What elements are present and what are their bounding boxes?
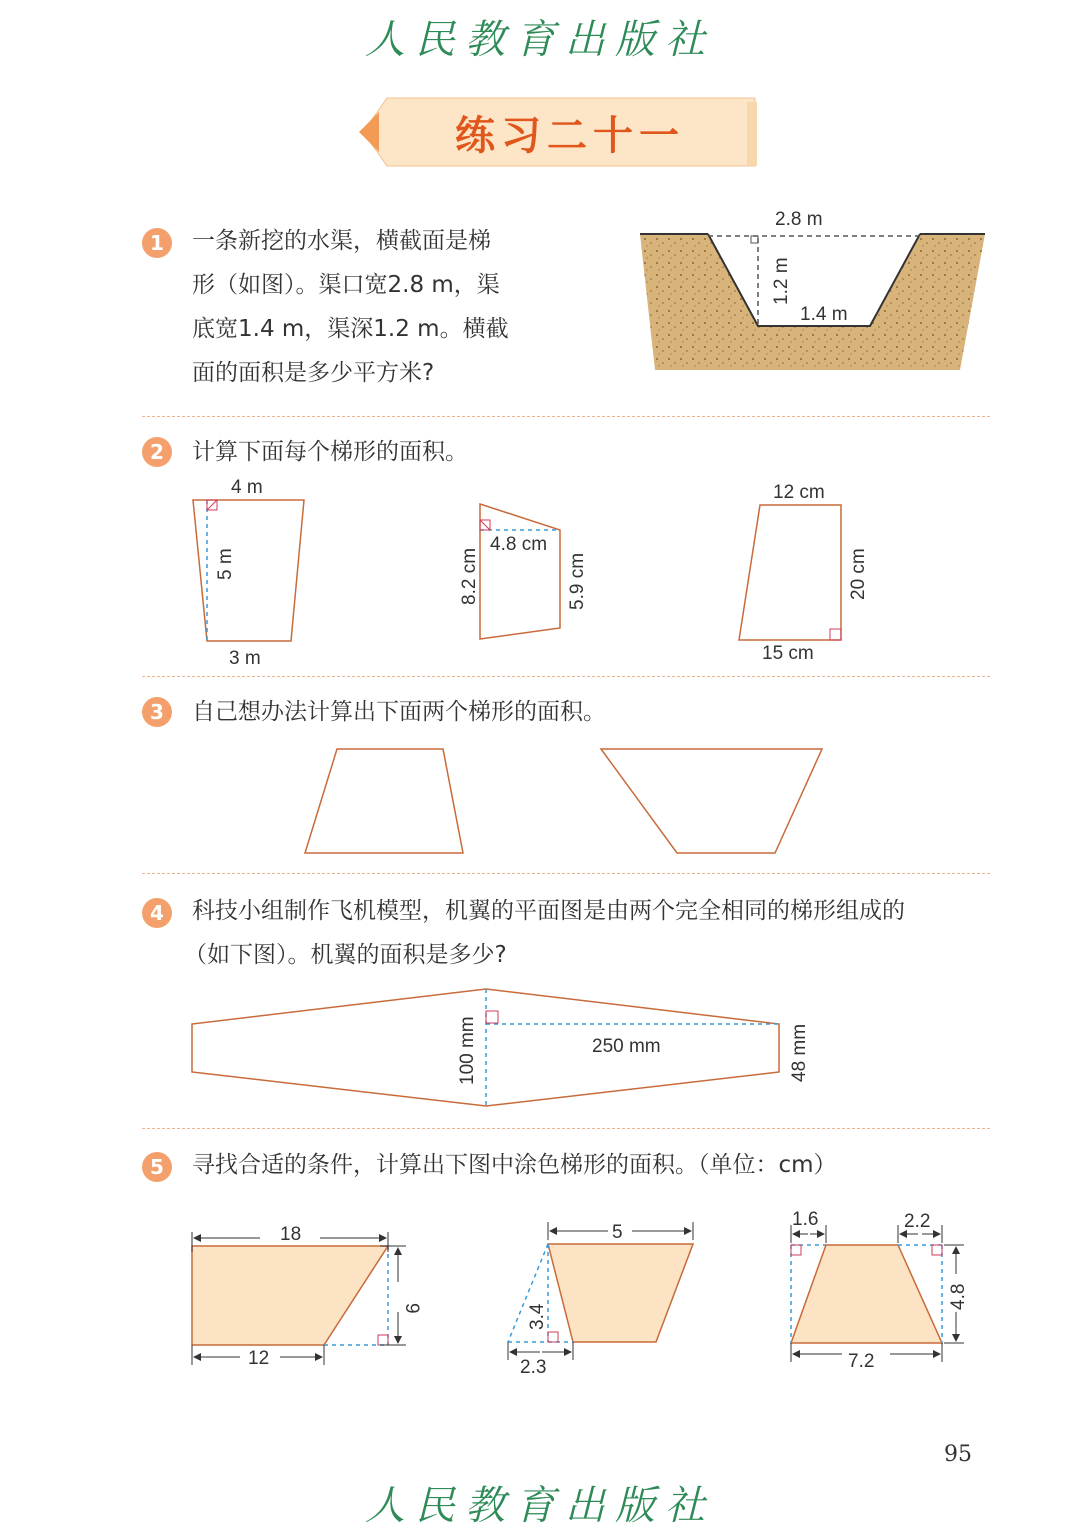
wing-short-side-label: 48 mm — [789, 1023, 810, 1082]
page-title: 练习二十一 — [455, 112, 685, 159]
figC-height-label: 4.8 — [948, 1283, 969, 1310]
fig2-left-label: 8.2 cm — [459, 547, 480, 605]
wing-long-side-label: 100 mm — [457, 1016, 478, 1085]
fig3-bottom-label: 15 cm — [762, 643, 814, 664]
publisher-footer: 人民教育出版社 — [365, 1483, 715, 1529]
question-number: 1 — [142, 228, 172, 258]
trapezoid-1 — [193, 500, 304, 641]
question-number: 4 — [142, 898, 172, 928]
question-2-text: 计算下面每个梯形的面积。 — [192, 439, 468, 465]
shaded-trapezoid-a — [192, 1246, 388, 1345]
canal-bottom-label: 1.4 m — [800, 304, 848, 325]
shaded-trapezoid-c — [791, 1245, 942, 1343]
wing-figure — [180, 980, 830, 1120]
fig3-top-label: 12 cm — [773, 482, 825, 503]
trapezoid-a — [305, 749, 463, 853]
text-line: 面的面积是多少平方米? — [192, 360, 435, 386]
trapezoid-2 — [480, 504, 560, 639]
figC-left-offset-label: 1.6 — [792, 1209, 819, 1230]
figA-height-label: 9 — [401, 1303, 422, 1314]
fig1-height-label: 5 m — [215, 548, 236, 580]
canal-top-label: 2.8 m — [775, 209, 823, 230]
question-number: 2 — [142, 437, 172, 467]
canal-cross-section — [630, 200, 1000, 380]
question-5-figures — [180, 1200, 980, 1390]
figB-height-label: 3.4 — [527, 1303, 548, 1330]
divider — [142, 1128, 990, 1129]
divider — [142, 676, 990, 677]
trapezoid-3 — [739, 505, 841, 640]
figA-top-label: 18 — [280, 1224, 302, 1245]
question-4-text — [184, 889, 1012, 977]
text-line: 形（如图）。渠口宽2.8 m，渠 — [192, 272, 500, 298]
fig2-height-label: 4.8 cm — [490, 534, 548, 555]
question-number: 5 — [142, 1152, 172, 1182]
trapezoid-b — [601, 749, 822, 853]
publisher-header: 人民教育出版社 — [365, 17, 715, 63]
divider — [142, 873, 990, 874]
page-number: 95 — [944, 1442, 972, 1467]
figC-right-offset-label: 2.2 — [904, 1211, 931, 1232]
text-line: 底宽1.4 m，渠深1.2 m。横截 — [192, 316, 509, 342]
canal-depth-label: 1.2 m — [771, 257, 792, 305]
figC-bottom-label: 7.2 — [848, 1351, 875, 1372]
fig1-top-label: 4 m — [231, 477, 263, 498]
question-number: 3 — [142, 697, 172, 727]
text-line: 一条新挖的水渠，横截面是梯 — [192, 228, 491, 254]
shaded-trapezoid-b — [548, 1244, 693, 1342]
question-1-text — [192, 219, 552, 395]
question-5-text: 寻找合适的条件，计算出下图中涂色梯形的面积。（单位：cm） — [192, 1152, 837, 1178]
figB-offset-label: 2.3 — [520, 1357, 547, 1378]
question-3-text: 自己想办法计算出下面两个梯形的面积。 — [192, 699, 606, 725]
divider — [142, 416, 990, 417]
question-2-figures — [150, 470, 1030, 670]
fig1-bottom-label: 3 m — [229, 648, 261, 669]
figA-bottom-label: 12 — [248, 1348, 270, 1369]
fig2-right-label: 5.9 cm — [567, 552, 588, 610]
wing-height-label: 250 mm — [592, 1036, 661, 1057]
fig3-height-label: 20 cm — [848, 548, 869, 600]
question-3-figures — [290, 740, 850, 865]
figB-top-label: 5 — [612, 1222, 623, 1243]
text-line: （如下图）。机翼的面积是多少? — [184, 942, 507, 968]
text-line: 科技小组制作飞机模型，机翼的平面图是由两个完全相同的梯形组成的 — [192, 898, 905, 924]
